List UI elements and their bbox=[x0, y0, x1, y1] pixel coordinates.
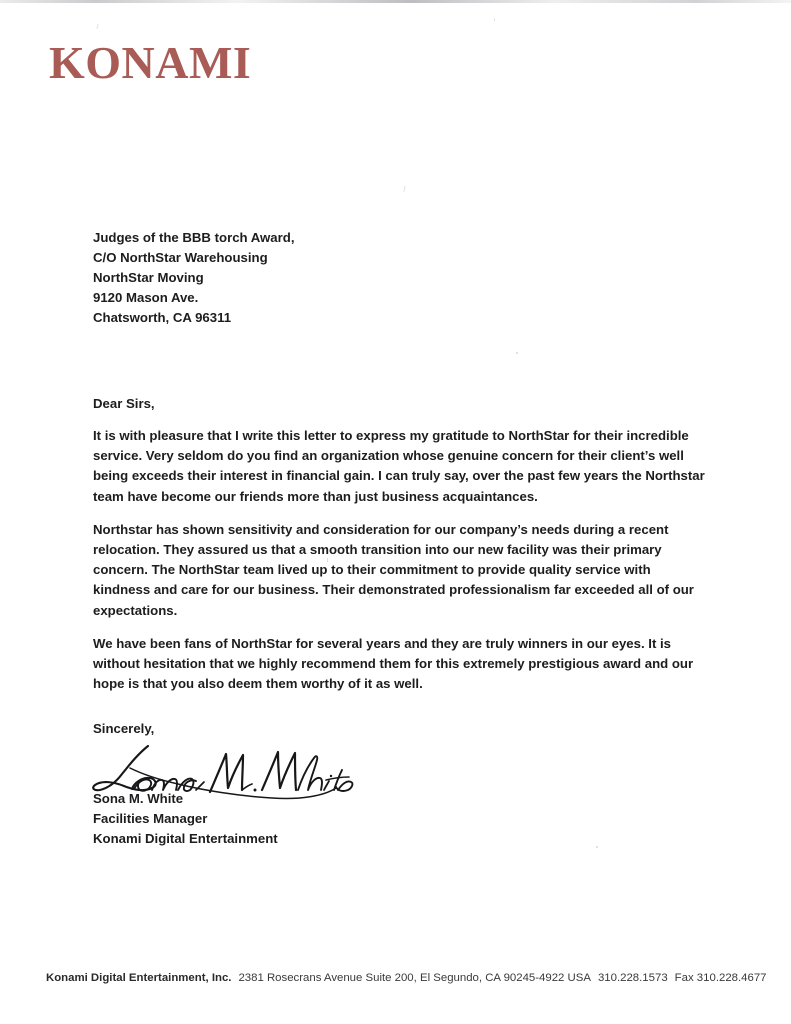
scan-speck bbox=[596, 846, 598, 848]
signer-title: Facilities Manager bbox=[93, 811, 208, 826]
body-paragraph: Northstar has shown sensitivity and consideration for our company’s needs during a recent relocation. They assured us that a smooth transition into our new facility was their primary concern. The NorthStar team lived up to their commitment to provide quality service with kindness and care for our business. Their demonstrated professionalism far exceeded all of our expectations. bbox=[93, 521, 694, 618]
recipient-address-block bbox=[93, 228, 295, 328]
body-paragraph: It is with pleasure that I write this letter to express my gratitude to NorthStar for their incredible service. Very seldom do you find an organization whose genuine concern for their client’s well being exceeds their interest in financial gain. I can truly say, over the past few years the Northstar team have become our friends more than just business acquaintances. bbox=[93, 428, 705, 504]
scan-speck bbox=[494, 18, 495, 21]
footer-fax: Fax 310.228.4677 bbox=[674, 972, 767, 984]
scan-edge-artifact bbox=[0, 0, 791, 3]
footer-company: Konami Digital Entertainment, Inc. bbox=[46, 972, 232, 984]
footer-phone: 310.228.1573 bbox=[597, 972, 668, 984]
recipient-line: C/O NorthStar Warehousing bbox=[93, 250, 268, 265]
letter-body bbox=[93, 426, 705, 707]
footer-address: 2381 Rosecrans Avenue Suite 200, El Segundo, CA 90245-4922 USA bbox=[238, 972, 591, 984]
scan-speck bbox=[516, 352, 518, 354]
body-paragraph: We have been fans of NorthStar for several years and they are truly winners in our eyes. It is without hesitation that we highly recommend them for this extremely prestigious award and our hope is that you also deem them worthy of it as well. bbox=[93, 635, 694, 692]
signature-block bbox=[93, 789, 278, 849]
recipient-line: Chatsworth, CA 96311 bbox=[93, 310, 232, 325]
recipient-line: 9120 Mason Ave. bbox=[93, 290, 199, 305]
signer-organization: Konami Digital Entertainment bbox=[93, 831, 278, 846]
closing-salutation: Sincerely, bbox=[93, 721, 155, 736]
scan-speck bbox=[403, 186, 405, 192]
recipient-line: Judges of the BBB torch Award, bbox=[93, 230, 295, 245]
recipient-line: NorthStar Moving bbox=[93, 270, 204, 285]
konami-logo: KONAMI bbox=[49, 37, 252, 88]
scan-speck bbox=[96, 24, 98, 29]
salutation: Dear Sirs, bbox=[93, 396, 155, 411]
page-footer bbox=[46, 971, 767, 986]
signer-name: Sona M. White bbox=[93, 791, 184, 806]
